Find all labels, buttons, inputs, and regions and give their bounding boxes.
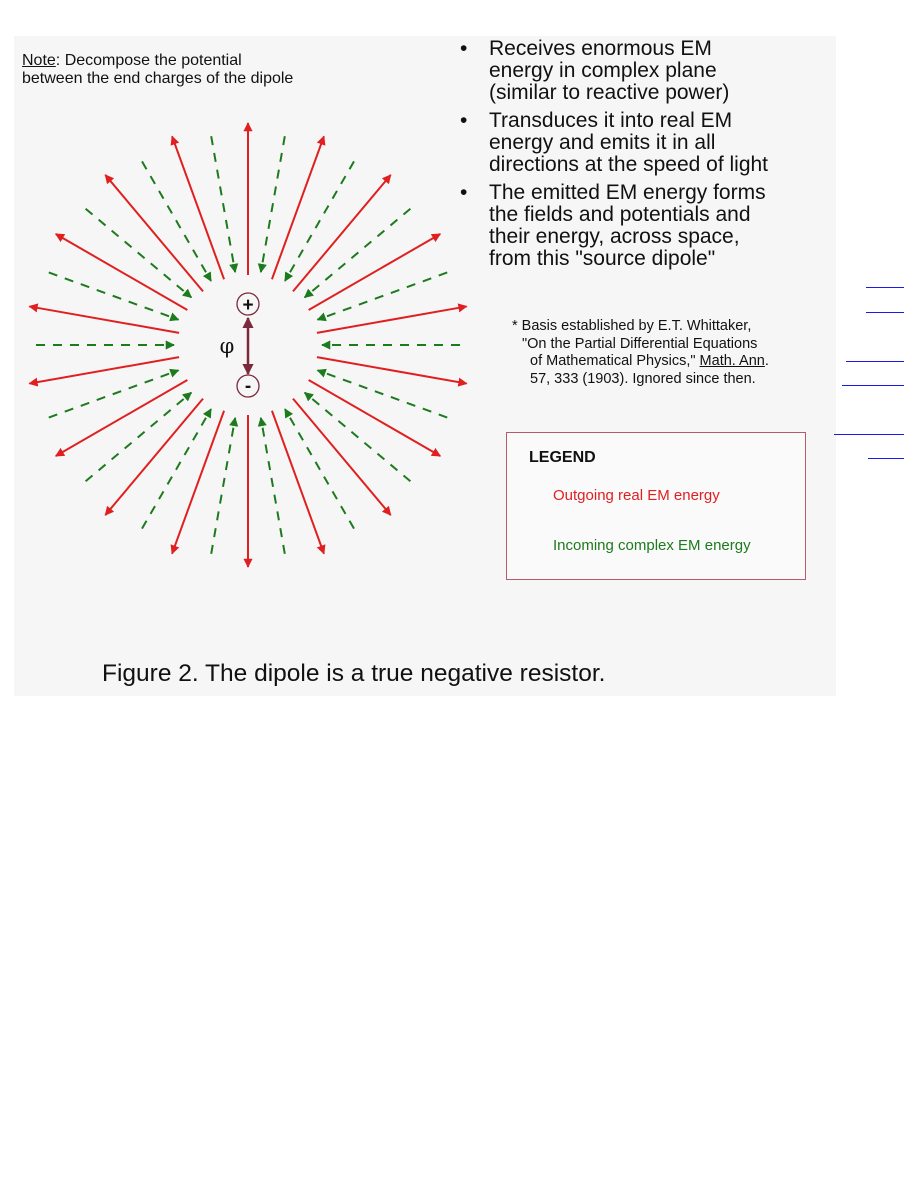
outgoing-arrow — [309, 234, 441, 310]
legend-title: LEGEND — [529, 449, 596, 466]
footnote: * Basis established by E.T. Whittaker, "On the Partial Differential Equations of Mathematical Physics," Math. Ann. 57, 333 (1903). Ignored since then. — [512, 318, 769, 387]
legend-incoming-label: Incoming complex EM energy — [553, 537, 751, 554]
incoming-arrow — [285, 161, 354, 281]
bullet-list — [456, 38, 836, 276]
incoming-arrow — [285, 409, 354, 529]
incoming-arrow — [305, 393, 411, 482]
note-label: Note — [22, 52, 56, 69]
outgoing-arrow — [29, 306, 179, 332]
bullet-item: • Receives enormous EM energy in complex plane (similar to reactive power) — [460, 37, 730, 104]
bullet-item: • The emitted EM energy forms the fields and potentials and their energy, across space, from this "source dipole" — [460, 181, 766, 270]
legend-outgoing-label: Outgoing real EM energy — [553, 487, 720, 504]
incoming-arrow — [142, 161, 211, 281]
edge-link[interactable] — [866, 287, 904, 288]
figure-caption: Figure 2. The dipole is a true negative resistor. — [102, 660, 606, 687]
outgoing-arrow — [309, 380, 441, 456]
plus-charge-sign: + — [242, 295, 254, 316]
outgoing-arrow — [293, 399, 391, 515]
legend-box — [506, 432, 806, 580]
edge-link[interactable] — [834, 434, 904, 435]
bullet-item: • Transduces it into real EM energy and emits it in all directions at the speed of light — [460, 109, 769, 176]
edge-link[interactable] — [846, 361, 904, 362]
outgoing-arrow — [317, 357, 467, 383]
minus-charge-sign: - — [244, 376, 252, 397]
edge-link[interactable] — [868, 458, 904, 459]
outgoing-arrow — [172, 136, 224, 279]
incoming-arrow — [86, 209, 192, 298]
outgoing-arrow — [29, 357, 179, 383]
outgoing-arrow — [272, 411, 324, 554]
outgoing-arrow — [105, 399, 203, 515]
phi-symbol: φ — [219, 334, 235, 358]
outgoing-arrow — [56, 380, 188, 456]
outgoing-arrow — [172, 411, 224, 554]
outgoing-arrow — [317, 306, 467, 332]
note-line2: between the end charges of the dipole — [22, 70, 294, 87]
outgoing-arrow — [56, 234, 188, 310]
outgoing-arrow — [105, 175, 203, 291]
outgoing-arrow — [272, 136, 324, 279]
outgoing-arrow — [293, 175, 391, 291]
incoming-arrow — [142, 409, 211, 529]
incoming-arrow — [305, 209, 411, 298]
edge-link[interactable] — [842, 385, 904, 386]
incoming-arrow — [86, 393, 192, 482]
edge-link[interactable] — [866, 312, 904, 313]
note-rest: : Decompose the potential — [55, 52, 242, 69]
